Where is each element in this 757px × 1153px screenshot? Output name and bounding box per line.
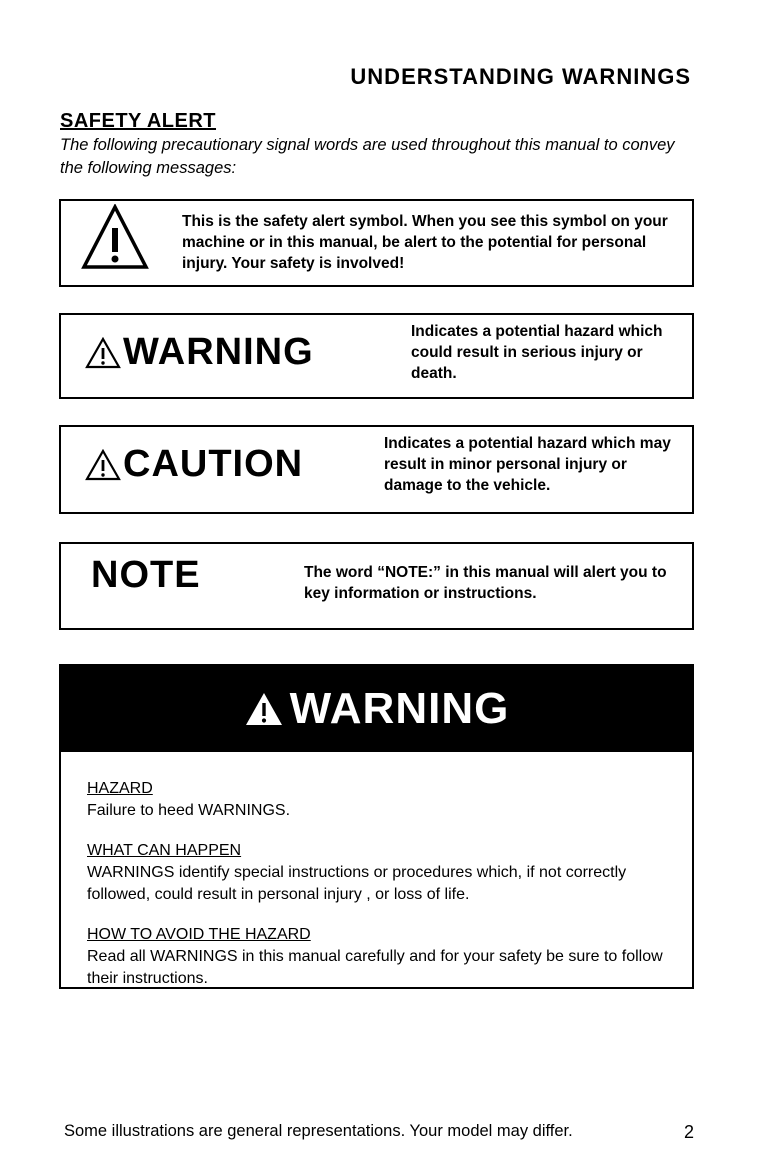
caution-signal [85, 443, 303, 486]
warning-definition-box [59, 313, 694, 399]
hazard-text: Failure to heed WARNINGS. [87, 802, 291, 819]
hazard-section [87, 778, 677, 822]
page-footer [64, 1122, 694, 1141]
warning-panel-header [61, 666, 692, 752]
warning-panel-body [87, 778, 677, 1008]
footer-disclaimer: Some illustrations are general representations. Your model may differ. [64, 1122, 573, 1140]
page-number: 2 [683, 1122, 694, 1142]
caution-word: CAUTION [123, 443, 304, 485]
warning-panel-triangle-icon [244, 691, 284, 727]
warning-panel-heading: WARNING [289, 684, 510, 733]
how-to-avoid-section [87, 924, 677, 990]
how-to-avoid-label: HOW TO AVOID THE HAZARD [87, 926, 311, 943]
safety-symbol-text: This is the safety alert symbol. When you see this symbol on your machine or in this manual, be alert to the potential for personal injury. Your safety is involved! [182, 213, 668, 272]
caution-definition-box [59, 425, 694, 514]
safety-alert-title: SAFETY ALERT [60, 110, 217, 132]
safety-alert-triangle-icon [81, 204, 149, 270]
warning-signal [85, 331, 314, 374]
safety-symbol-box [59, 199, 694, 287]
warning-panel [59, 664, 694, 989]
warning-triangle-icon [85, 337, 121, 369]
warning-word: WARNING [123, 331, 314, 373]
what-can-happen-label: WHAT CAN HAPPEN [87, 842, 242, 859]
safety-alert-intro: The following precautionary signal words are used throughout this manual to convey the following messages: [60, 136, 675, 177]
what-can-happen-section [87, 840, 677, 906]
caution-description: Indicates a potential hazard which may result in minor personal injury or damage to the vehicle. [384, 435, 671, 494]
how-to-avoid-text: Read all WARNINGS in this manual carefully and for your safety be sure to follow their instructions. [87, 948, 663, 987]
caution-triangle-icon [85, 449, 121, 481]
what-can-happen-text: WARNINGS identify special instructions or procedures which, if not correctly followed, could result in personal injury , or loss of life. [87, 864, 627, 903]
page-header-title: UNDERSTANDING WARNINGS [350, 64, 691, 89]
note-definition-box [59, 542, 694, 630]
note-description: The word “NOTE:” in this manual will alert you to key information or instructions. [304, 564, 667, 602]
note-word: NOTE [91, 554, 201, 596]
hazard-label: HAZARD [87, 780, 153, 797]
warning-description: Indicates a potential hazard which could result in serious injury or death. [411, 323, 663, 382]
